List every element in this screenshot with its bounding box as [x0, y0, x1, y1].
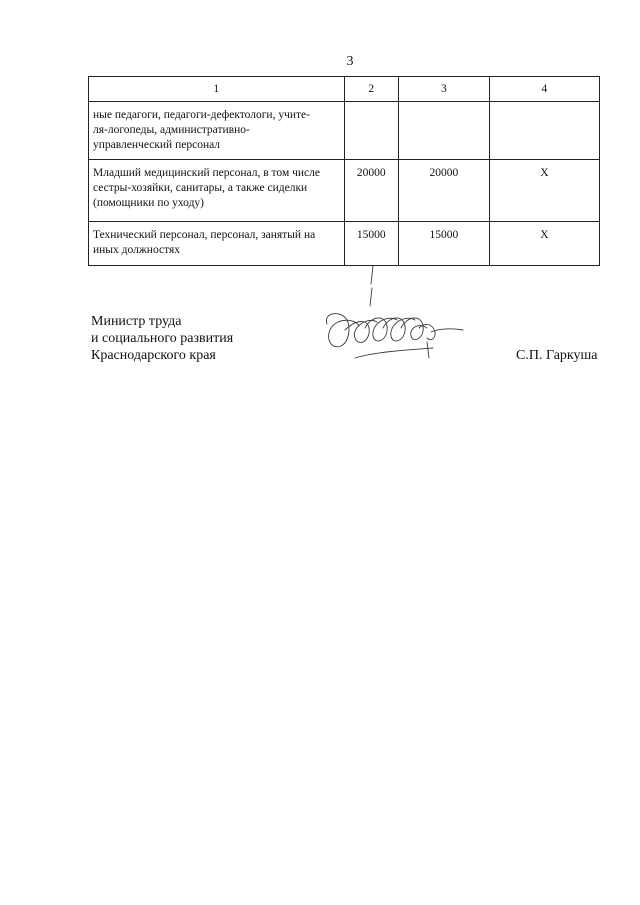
- handwritten-signature-icon: [315, 262, 465, 372]
- table-row: [89, 102, 600, 160]
- signatory-position-line: Краснодарского края: [91, 348, 216, 363]
- table-header-row: [89, 77, 600, 102]
- row-description-line: Технический персонал, персонал, занятый на: [93, 229, 316, 241]
- row-description-line: Младший медицинский персонал, в том числе: [93, 167, 320, 179]
- row-value-col2: 20000: [344, 160, 398, 222]
- row-value-col4: Х: [489, 160, 599, 222]
- row-value-col2: 15000: [344, 222, 398, 266]
- row-value-col4: [489, 102, 599, 160]
- row-description-line: управленческий персонал: [93, 139, 221, 151]
- signatory-position-line: Министр труда: [91, 314, 182, 329]
- row-description: [89, 160, 345, 222]
- table-row: [89, 222, 600, 266]
- signatory-name: С.П. Гаркуша: [516, 348, 598, 363]
- row-description-line: ля-логопеды, административно-: [93, 124, 250, 136]
- row-description: [89, 102, 345, 160]
- header-cell-2: 2: [344, 77, 398, 102]
- row-value-col3: 20000: [398, 160, 489, 222]
- signatory-position-line: и социального развития: [91, 331, 234, 346]
- row-value-col4: Х: [489, 222, 599, 266]
- rates-table: [88, 76, 600, 266]
- header-cell-4: 4: [489, 77, 599, 102]
- row-description-line: иных должностях: [93, 244, 181, 256]
- row-description-line: сестры-хозяйки, санитары, а также сиделки: [93, 182, 308, 194]
- row-description-line: (помощники по уходу): [93, 197, 205, 209]
- header-cell-3: 3: [398, 77, 489, 102]
- row-description-line: ные педагоги, педагоги-дефектологи, учите-: [93, 109, 310, 121]
- row-value-col3: [398, 102, 489, 160]
- row-description: [89, 222, 345, 266]
- row-value-col3: 15000: [398, 222, 489, 266]
- header-cell-1: 1: [89, 77, 345, 102]
- signatory-position: [91, 313, 233, 364]
- table-row: [89, 160, 600, 222]
- row-value-col2: [344, 102, 398, 160]
- page-number: 3: [346, 54, 354, 69]
